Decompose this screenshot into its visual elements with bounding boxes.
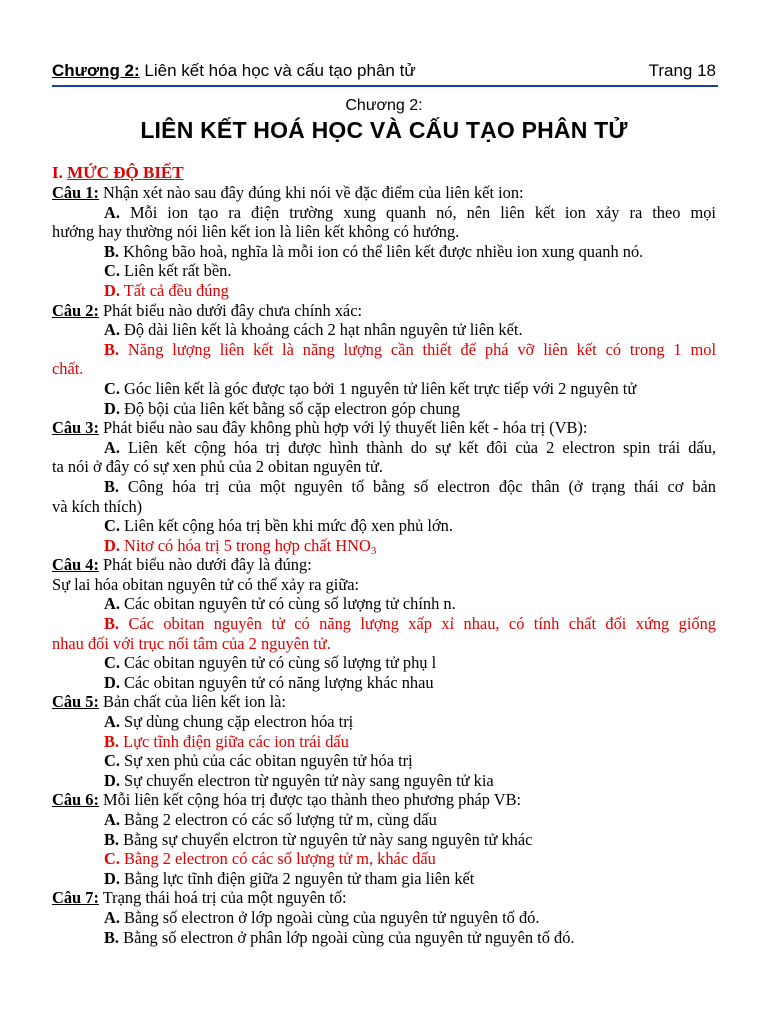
question-text: Phát biểu nào dưới đây chưa chính xác: <box>103 300 363 320</box>
question-label: Câu 1: <box>52 183 99 202</box>
option-4b-answer <box>52 614 716 634</box>
option-text: Sự dùng chung cặp electron hóa trị <box>124 712 354 732</box>
option-2c <box>52 379 716 399</box>
option-text: Các obitan nguyên tử có cùng số lượng tử chính n. <box>124 594 456 614</box>
question-text: Mỗi liên kết cộng hóa trị được tạo thành theo phương pháp VB: <box>103 790 522 810</box>
option-key: A. <box>104 437 120 457</box>
header-chapter-text: Liên kết hóa học và cấu tạo phân tử <box>144 61 416 80</box>
option-3b-cont: và kích thích) <box>52 496 143 516</box>
question-label: Câu 2: <box>52 300 99 320</box>
option-text: Sự xen phủ của các obitan nguyên tử hóa trị <box>124 751 413 771</box>
option-3a <box>52 438 716 458</box>
option-key: B. <box>104 339 120 359</box>
option-text: Liên kết cộng hóa trị được hình thành do sự kết đôi của 2 electron spin trái dấu, <box>127 437 716 457</box>
option-4c <box>52 653 716 673</box>
question-text: Nhận xét nào sau đây đúng khi nói về đặc điểm của liên kết ion: <box>103 183 524 202</box>
option-key: C. <box>104 516 120 536</box>
option-key: A. <box>104 810 120 829</box>
question-6 <box>52 790 716 810</box>
option-key: D. <box>104 398 120 418</box>
question-2 <box>52 301 716 321</box>
option-text: Lực tĩnh điện giữa các ion trái dấu <box>123 731 349 751</box>
option-key: D. <box>104 770 120 790</box>
option-1b <box>52 242 716 262</box>
question-7 <box>52 888 716 908</box>
option-text: Góc liên kết là góc được tạo bởi 1 nguyên tử liên kết trực tiếp với 2 nguyên tử <box>124 378 637 398</box>
option-1a-cont: hướng hay thường nói liên kết ion là liên kết không có hướng. <box>52 222 460 242</box>
option-1d-answer <box>52 281 716 301</box>
option-key: C. <box>104 378 120 398</box>
option-text: Bằng sự chuyển elctron từ nguyên tử này sang nguyên tử khác <box>123 829 533 849</box>
option-text: Liên kết rất bền. <box>124 261 232 281</box>
question-4-extra: Sự lai hóa obitan nguyên tử có thể xảy ra giữa: <box>52 574 360 594</box>
question-text: Bản chất của liên kết ion là: <box>103 692 286 712</box>
option-6a <box>52 810 716 830</box>
option-2d <box>52 399 716 419</box>
option-key: A. <box>104 320 120 340</box>
header-chapter <box>52 61 416 81</box>
option-text: Độ bội của liên kết bằng số cặp electron góp chung <box>124 398 460 418</box>
option-3d-answer <box>52 536 716 556</box>
option-text: Độ dài liên kết là khoảng cách 2 hạt nhân nguyên tử liên kết. <box>124 320 523 340</box>
option-1c <box>52 261 716 281</box>
option-text: Bằng số electron ở phân lớp ngoài cùng của nguyên tử nguyên tố đó. <box>123 927 575 947</box>
option-key: A. <box>104 907 120 927</box>
option-key: B. <box>104 476 120 496</box>
section-heading <box>52 163 184 183</box>
option-key: D. <box>104 280 120 300</box>
option-4a <box>52 594 716 614</box>
option-text: Bằng lực tĩnh điện giữa 2 nguyên tử tham gia liên kết <box>124 868 475 888</box>
option-6c-answer <box>52 849 716 869</box>
question-label: Câu 7: <box>52 888 99 908</box>
option-key: B. <box>104 731 120 751</box>
option-4d <box>52 673 716 693</box>
option-text: Các obitan nguyên tử có năng lượng xấp xỉ nhau, có tính chất đối xứng giống <box>128 614 716 634</box>
option-key: C. <box>104 261 120 281</box>
option-3c <box>52 516 716 536</box>
question-4 <box>52 555 716 575</box>
option-6d <box>52 869 716 889</box>
option-5c <box>52 751 716 771</box>
option-2b-answer <box>52 340 716 360</box>
option-text: Nitơ có hóa trị 5 trong hợp chất HNO <box>124 535 371 555</box>
option-key: A. <box>104 712 120 732</box>
chapter-title: LIÊN KẾT HOÁ HỌC VÀ CẤU TẠO PHÂN TỬ <box>140 117 628 143</box>
question-label: Câu 5: <box>52 692 99 712</box>
question-5 <box>52 692 716 712</box>
option-key: D. <box>104 868 120 888</box>
option-2b-cont: chất. <box>52 359 84 379</box>
question-label: Câu 3: <box>52 418 99 438</box>
option-2a <box>52 320 716 340</box>
option-7a <box>52 908 716 928</box>
question-list <box>52 183 716 947</box>
option-key: B. <box>104 829 120 849</box>
option-text: Các obitan nguyên tử có cùng số lượng tử phụ l <box>124 653 437 673</box>
option-3a-cont: ta nói ở đây có sự xen phủ của 2 obitan nguyên tử. <box>52 457 383 477</box>
subscript: 3 <box>370 544 377 557</box>
option-text: Sự chuyển electron từ nguyên tử này sang nguyên tử kia <box>124 770 494 790</box>
option-key: B. <box>104 927 120 947</box>
option-key: B. <box>104 614 120 634</box>
chapter-subtitle: Chương 2: <box>345 97 423 114</box>
option-text: Năng lượng liên kết là năng lượng cần thiết để phá vỡ liên kết có trong 1 mol <box>127 339 716 359</box>
option-text: Bằng 2 electron có các số lượng tử m, khác dấu <box>124 849 436 869</box>
option-text: Bằng số electron ở lớp ngoài cùng của nguyên tử nguyên tố đó. <box>124 907 540 927</box>
option-text: Tất cả đều đúng <box>123 280 229 300</box>
option-text: Mỗi ion tạo ra điện trường xung quanh nó, nên liên kết ion xảy ra theo mọi <box>129 202 716 222</box>
option-3b <box>52 477 716 497</box>
option-5d <box>52 771 716 791</box>
question-3 <box>52 418 716 438</box>
option-text: Không bão hoà, nghĩa là mỗi ion có thể liên kết được nhiều ion xung quanh nó. <box>123 241 644 261</box>
option-key: C. <box>104 849 120 869</box>
option-text: Liên kết cộng hóa trị bền khi mức độ xen phủ lớn. <box>124 516 453 536</box>
option-text: Công hóa trị của một nguyên tố bằng số electron độc thân (ở trạng thái cơ bản <box>127 476 716 496</box>
page-header <box>52 61 718 87</box>
section-number: I. <box>52 163 63 182</box>
header-page-number: Trang 18 <box>648 61 716 80</box>
option-text: Các obitan nguyên tử có năng lượng khác nhau <box>124 672 434 692</box>
question-label: Câu 6: <box>52 790 99 810</box>
option-key: D. <box>104 535 120 555</box>
question-label: Câu 4: <box>52 555 99 575</box>
option-key: A. <box>104 594 120 614</box>
option-5b-answer <box>52 732 716 752</box>
question-text: Phát biểu nào sau đây không phù hợp với lý thuyết liên kết - hóa trị (VB): <box>103 418 588 438</box>
option-key: A. <box>104 202 120 222</box>
question-text: Trạng thái hoá trị của một nguyên tố: <box>102 888 347 908</box>
option-text: Bằng 2 electron có các số lượng tử m, cùng dấu <box>124 810 437 829</box>
question-1 <box>52 183 716 203</box>
option-1a <box>52 203 716 223</box>
option-key: B. <box>104 241 120 261</box>
option-key: C. <box>104 751 120 771</box>
option-key: C. <box>104 653 120 673</box>
header-chapter-label: Chương 2: <box>52 61 140 80</box>
option-7b <box>52 928 716 948</box>
question-text: Phát biểu nào dưới đây là đúng: <box>103 555 312 575</box>
option-key: D. <box>104 672 120 692</box>
section-title: MỨC ĐỘ BIẾT <box>67 163 184 182</box>
option-4b-cont: nhau đối với trục nối tâm của 2 nguyên tử. <box>52 633 331 653</box>
option-5a <box>52 712 716 732</box>
option-6b <box>52 830 716 850</box>
